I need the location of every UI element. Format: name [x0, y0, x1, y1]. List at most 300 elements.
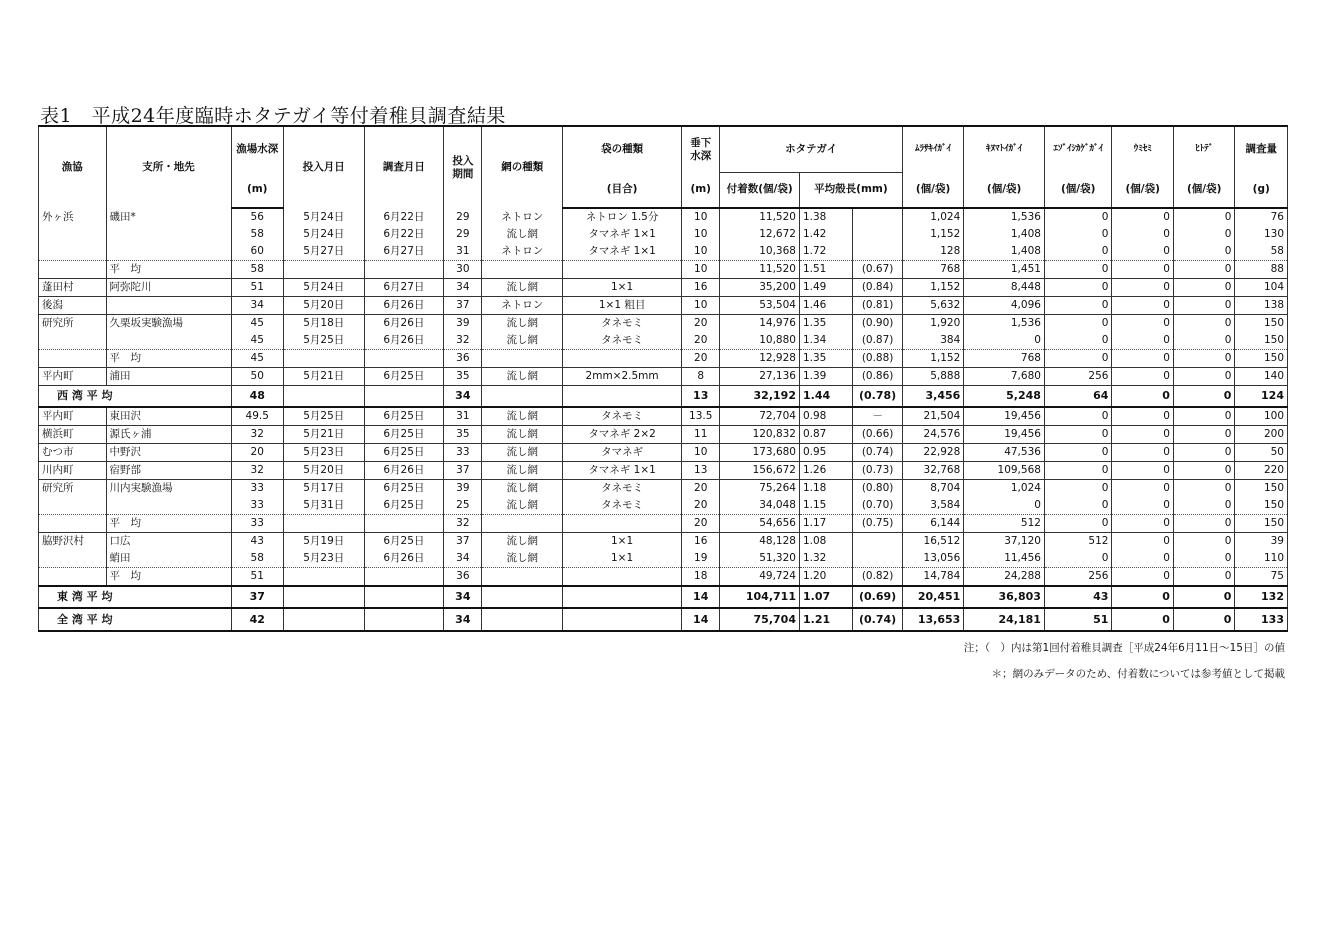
- cell-fuchaku: 32,192: [720, 386, 800, 408]
- cell-murasaki: 21,504: [902, 407, 963, 426]
- cell-depth: 45: [231, 315, 283, 333]
- cell-murasaki: 128: [902, 243, 963, 261]
- cell-kikan: 25: [444, 497, 482, 515]
- cell-kakucho-first: (0.74): [853, 608, 902, 631]
- cell-shiryo: 150: [1235, 315, 1288, 333]
- cell-ezo: 0: [1044, 462, 1112, 480]
- cell-murasaki: 6,144: [902, 515, 963, 533]
- cell-gyokyo: 脇野沢村: [39, 533, 107, 551]
- cell-chosa: [364, 350, 444, 368]
- cell-shiryo: 133: [1235, 608, 1288, 631]
- cell-suika: 10: [682, 208, 720, 226]
- cell-suika: 20: [682, 480, 720, 498]
- cell-net: [482, 568, 563, 587]
- cell-kakucho: 1.35: [799, 315, 852, 333]
- cell-depth: 49.5: [231, 407, 283, 426]
- cell-kakucho: 1.42: [799, 226, 852, 243]
- cell-net: ネトロン: [482, 243, 563, 261]
- cell-umi: 0: [1112, 480, 1173, 498]
- cell-gyokyo: 研究所: [39, 480, 107, 498]
- cell-shiryo: 132: [1235, 586, 1288, 608]
- cell-suika: 13: [682, 386, 720, 408]
- header-umi: ｳﾐｾﾐ: [1112, 126, 1173, 172]
- cell-hito: 0: [1173, 297, 1234, 315]
- cell-umi: 0: [1112, 426, 1173, 444]
- cell-kikan: 39: [444, 480, 482, 498]
- cell-tonyu: 5月21日: [283, 426, 364, 444]
- cell-umi: 0: [1112, 226, 1173, 243]
- cell-suika: 20: [682, 350, 720, 368]
- cell-shiryo: 150: [1235, 332, 1288, 350]
- cell-kakucho-first: (0.90): [853, 315, 902, 333]
- cell-shisho: [106, 243, 231, 261]
- cell-bag: タネモミ: [563, 480, 682, 498]
- header-depth: 漁場水深: [231, 126, 283, 172]
- cell-kinu: 1,536: [964, 208, 1045, 226]
- cell-hito: 0: [1173, 462, 1234, 480]
- cell-kakucho-first: (0.78): [853, 386, 902, 408]
- cell-net: 流し網: [482, 497, 563, 515]
- cell-gyokyo: 川内町: [39, 462, 107, 480]
- cell-murasaki: 1,152: [902, 350, 963, 368]
- cell-gyokyo: [39, 243, 107, 261]
- table-row: [39, 462, 1288, 480]
- cell-bag: [563, 568, 682, 587]
- cell-ezo: 0: [1044, 444, 1112, 462]
- cell-shisho: [106, 297, 231, 315]
- cell-chosa: 6月26日: [364, 315, 444, 333]
- cell-net: 流し網: [482, 332, 563, 350]
- cell-chosa: 6月26日: [364, 462, 444, 480]
- cell-kinu: 768: [964, 350, 1045, 368]
- cell-kakucho: 1.26: [799, 462, 852, 480]
- cell-tonyu: [283, 386, 364, 408]
- cell-depth: 51: [231, 568, 283, 587]
- cell-umi: 0: [1112, 315, 1173, 333]
- cell-shiryo: 138: [1235, 297, 1288, 315]
- table-row: [39, 444, 1288, 462]
- cell-depth: 42: [231, 608, 283, 631]
- cell-shiryo: 110: [1235, 550, 1288, 568]
- cell-kakucho: 1.38: [799, 208, 852, 226]
- cell-shisho: 宿野部: [106, 462, 231, 480]
- cell-gyokyo: 平内町: [39, 407, 107, 426]
- cell-suika: 18: [682, 568, 720, 587]
- cell-tonyu: 5月17日: [283, 480, 364, 498]
- cell-shisho: [106, 332, 231, 350]
- cell-kakucho-first: [853, 550, 902, 568]
- cell-chosa: 6月25日: [364, 426, 444, 444]
- cell-chosa: 6月22日: [364, 226, 444, 243]
- cell-bag: [563, 261, 682, 279]
- cell-hito: 0: [1173, 226, 1234, 243]
- cell-murasaki: 1,152: [902, 279, 963, 297]
- cell-umi: 0: [1112, 261, 1173, 279]
- cell-suika: 10: [682, 243, 720, 261]
- cell-gyokyo: [39, 332, 107, 350]
- cell-shisho: 平 均: [106, 261, 231, 279]
- cell-kinu: 37,120: [964, 533, 1045, 551]
- table-row: [39, 315, 1288, 333]
- cell-kinu: 109,568: [964, 462, 1045, 480]
- cell-shiryo: 58: [1235, 243, 1288, 261]
- table-row: [39, 608, 1288, 631]
- cell-tonyu: 5月24日: [283, 279, 364, 297]
- cell-hito: 0: [1173, 279, 1234, 297]
- cell-ezo: 0: [1044, 315, 1112, 333]
- cell-shiryo: 150: [1235, 497, 1288, 515]
- cell-umi: 0: [1112, 279, 1173, 297]
- cell-murasaki: 24,576: [902, 426, 963, 444]
- cell-hito: 0: [1173, 386, 1234, 408]
- cell-hito: 0: [1173, 243, 1234, 261]
- cell-tonyu: 5月25日: [283, 332, 364, 350]
- table-row: [39, 368, 1288, 386]
- cell-depth: 33: [231, 515, 283, 533]
- cell-tonyu: 5月31日: [283, 497, 364, 515]
- header-unit-murasaki: (個/袋): [902, 172, 963, 208]
- cell-kinu: 1,536: [964, 315, 1045, 333]
- cell-fuchaku: 72,704: [720, 407, 800, 426]
- table-row: [39, 586, 1288, 608]
- cell-suika: 10: [682, 261, 720, 279]
- cell-umi: 0: [1112, 586, 1173, 608]
- cell-kakucho-first: (0.69): [853, 586, 902, 608]
- cell-umi: 0: [1112, 243, 1173, 261]
- cell-umi: 0: [1112, 550, 1173, 568]
- cell-gyokyo: 東 湾 平 均: [39, 586, 232, 608]
- cell-ezo: 0: [1044, 208, 1112, 226]
- cell-kakucho-first: (0.75): [853, 515, 902, 533]
- cell-fuchaku: 12,928: [720, 350, 800, 368]
- cell-depth: 45: [231, 350, 283, 368]
- cell-chosa: [364, 608, 444, 631]
- cell-kakucho: 0.98: [799, 407, 852, 426]
- cell-kikan: 35: [444, 426, 482, 444]
- cell-suika: 11: [682, 426, 720, 444]
- cell-depth: 58: [231, 550, 283, 568]
- cell-umi: 0: [1112, 568, 1173, 587]
- cell-murasaki: 1,920: [902, 315, 963, 333]
- cell-kinu: 19,456: [964, 407, 1045, 426]
- cell-fuchaku: 34,048: [720, 497, 800, 515]
- cell-murasaki: 384: [902, 332, 963, 350]
- cell-bag: [563, 350, 682, 368]
- cell-kinu: 512: [964, 515, 1045, 533]
- cell-chosa: [364, 586, 444, 608]
- cell-shiryo: 130: [1235, 226, 1288, 243]
- cell-net: 流し網: [482, 444, 563, 462]
- cell-net: 流し網: [482, 462, 563, 480]
- header-bag: 袋の種類: [563, 126, 682, 172]
- cell-shiryo: 124: [1235, 386, 1288, 408]
- cell-shiryo: 150: [1235, 480, 1288, 498]
- cell-shisho: 蛸田: [106, 550, 231, 568]
- cell-suika: 16: [682, 279, 720, 297]
- cell-chosa: 6月27日: [364, 243, 444, 261]
- cell-chosa: 6月27日: [364, 279, 444, 297]
- cell-suika: 20: [682, 515, 720, 533]
- cell-shiryo: 200: [1235, 426, 1288, 444]
- cell-shiryo: 150: [1235, 515, 1288, 533]
- cell-bag: タネモミ: [563, 332, 682, 350]
- header-kikan: 投入期間: [444, 126, 482, 208]
- cell-fuchaku: 53,504: [720, 297, 800, 315]
- cell-kinu: 7,680: [964, 368, 1045, 386]
- cell-kakucho-first: (0.74): [853, 444, 902, 462]
- cell-umi: 0: [1112, 608, 1173, 631]
- cell-gyokyo: 平内町: [39, 368, 107, 386]
- cell-kinu: 11,456: [964, 550, 1045, 568]
- cell-net: 流し網: [482, 279, 563, 297]
- cell-fuchaku: 35,200: [720, 279, 800, 297]
- cell-depth: 37: [231, 586, 283, 608]
- cell-kakucho: 0.87: [799, 426, 852, 444]
- cell-kakucho: 1.46: [799, 297, 852, 315]
- cell-kikan: 34: [444, 586, 482, 608]
- cell-kakucho-first: (0.82): [853, 568, 902, 587]
- cell-chosa: 6月25日: [364, 368, 444, 386]
- cell-hito: 0: [1173, 480, 1234, 498]
- cell-suika: 19: [682, 550, 720, 568]
- cell-fuchaku: 48,128: [720, 533, 800, 551]
- cell-murasaki: 16,512: [902, 533, 963, 551]
- header-kinu: ｷﾇﾏﾄｲｶﾞｲ: [964, 126, 1045, 172]
- header-unit-umi: (個/袋): [1112, 172, 1173, 208]
- cell-net: 流し網: [482, 480, 563, 498]
- cell-bag: ネトロン 1.5分: [563, 208, 682, 226]
- cell-kakucho-first: (0.86): [853, 368, 902, 386]
- cell-depth: 33: [231, 497, 283, 515]
- header-unit-ezo: (個/袋): [1044, 172, 1112, 208]
- cell-bag: [563, 608, 682, 631]
- cell-fuchaku: 14,976: [720, 315, 800, 333]
- cell-depth: 33: [231, 480, 283, 498]
- cell-kakucho-first: (0.70): [853, 497, 902, 515]
- cell-shiryo: 76: [1235, 208, 1288, 226]
- cell-shiryo: 104: [1235, 279, 1288, 297]
- cell-kikan: 29: [444, 208, 482, 226]
- cell-murasaki: 5,632: [902, 297, 963, 315]
- cell-chosa: 6月25日: [364, 533, 444, 551]
- cell-ezo: 51: [1044, 608, 1112, 631]
- cell-kikan: 31: [444, 407, 482, 426]
- cell-kikan: 32: [444, 332, 482, 350]
- cell-kakucho: 1.39: [799, 368, 852, 386]
- cell-umi: 0: [1112, 386, 1173, 408]
- cell-bag: タマネギ 1×1: [563, 226, 682, 243]
- cell-ezo: 0: [1044, 297, 1112, 315]
- cell-ezo: 0: [1044, 515, 1112, 533]
- cell-kakucho: 1.35: [799, 350, 852, 368]
- cell-hito: 0: [1173, 315, 1234, 333]
- cell-suika: 10: [682, 444, 720, 462]
- header-ezo: ｴｿﾞｲｼｶｹﾞｶﾞｲ: [1044, 126, 1112, 172]
- cell-shisho: 平 均: [106, 350, 231, 368]
- cell-kinu: 47,536: [964, 444, 1045, 462]
- cell-net: 流し網: [482, 550, 563, 568]
- cell-tonyu: [283, 350, 364, 368]
- cell-fuchaku: 51,320: [720, 550, 800, 568]
- cell-kakucho-first: [853, 226, 902, 243]
- table-row: [39, 515, 1288, 533]
- cell-bag: 1×1: [563, 550, 682, 568]
- cell-murasaki: 5,888: [902, 368, 963, 386]
- table-row: [39, 407, 1288, 426]
- cell-fuchaku: 156,672: [720, 462, 800, 480]
- cell-gyokyo: [39, 350, 107, 368]
- cell-hito: 0: [1173, 608, 1234, 631]
- cell-gyokyo: [39, 261, 107, 279]
- table-row: [39, 568, 1288, 587]
- cell-shiryo: 220: [1235, 462, 1288, 480]
- cell-shiryo: 39: [1235, 533, 1288, 551]
- cell-bag: タマネギ: [563, 444, 682, 462]
- cell-tonyu: 5月20日: [283, 462, 364, 480]
- header-unit-g: (g): [1235, 172, 1288, 208]
- cell-bag: [563, 515, 682, 533]
- cell-shisho: 久栗坂実験漁場: [106, 315, 231, 333]
- cell-fuchaku: 11,520: [720, 208, 800, 226]
- cell-kinu: 1,024: [964, 480, 1045, 498]
- cell-kakucho-first: (0.66): [853, 426, 902, 444]
- cell-shisho: 平 均: [106, 568, 231, 587]
- table-row: [39, 243, 1288, 261]
- cell-depth: 45: [231, 332, 283, 350]
- cell-ezo: 43: [1044, 586, 1112, 608]
- cell-net: [482, 586, 563, 608]
- cell-murasaki: 13,653: [902, 608, 963, 631]
- cell-suika: 10: [682, 297, 720, 315]
- header-murasaki: ﾑﾗｻｷｲｶﾞｲ: [902, 126, 963, 172]
- cell-kikan: 37: [444, 462, 482, 480]
- cell-depth: 50: [231, 368, 283, 386]
- cell-gyokyo: 研究所: [39, 315, 107, 333]
- cell-gyokyo: [39, 497, 107, 515]
- cell-kikan: 39: [444, 315, 482, 333]
- cell-chosa: 6月25日: [364, 444, 444, 462]
- cell-murasaki: 3,456: [902, 386, 963, 408]
- cell-gyokyo: 全 湾 平 均: [39, 608, 232, 631]
- cell-ezo: 512: [1044, 533, 1112, 551]
- cell-bag: タマネギ 1×1: [563, 462, 682, 480]
- cell-umi: 0: [1112, 332, 1173, 350]
- cell-bag: 1×1: [563, 533, 682, 551]
- cell-suika: 13: [682, 462, 720, 480]
- cell-kakucho: 1.07: [799, 586, 852, 608]
- table-row: [39, 350, 1288, 368]
- cell-kinu: 36,803: [964, 586, 1045, 608]
- cell-hito: 0: [1173, 515, 1234, 533]
- cell-shisho: 平 均: [106, 515, 231, 533]
- cell-kikan: 37: [444, 533, 482, 551]
- cell-shisho: [106, 226, 231, 243]
- cell-kikan: 37: [444, 297, 482, 315]
- cell-tonyu: 5月23日: [283, 550, 364, 568]
- cell-fuchaku: 75,704: [720, 608, 800, 631]
- table-row: [39, 261, 1288, 279]
- header-shisho: 支所・地先: [106, 126, 231, 208]
- cell-chosa: 6月25日: [364, 407, 444, 426]
- cell-kinu: 0: [964, 497, 1045, 515]
- cell-kinu: 1,451: [964, 261, 1045, 279]
- cell-umi: 0: [1112, 208, 1173, 226]
- note-asterisk: ＊；網のみデータのため、付着数については参考値として掲載: [991, 668, 1285, 680]
- cell-tonyu: 5月20日: [283, 297, 364, 315]
- cell-depth: 43: [231, 533, 283, 551]
- cell-shiryo: 88: [1235, 261, 1288, 279]
- header-unit-hito: (個/袋): [1173, 172, 1234, 208]
- cell-ezo: 0: [1044, 226, 1112, 243]
- cell-kinu: 1,408: [964, 243, 1045, 261]
- cell-kakucho-first: [853, 243, 902, 261]
- cell-kakucho-first: [853, 208, 902, 226]
- cell-kakucho: 1.51: [799, 261, 852, 279]
- results-table: [38, 125, 1288, 632]
- cell-kikan: 32: [444, 515, 482, 533]
- table-row: [39, 226, 1288, 243]
- cell-kinu: 1,408: [964, 226, 1045, 243]
- cell-shiryo: 150: [1235, 350, 1288, 368]
- cell-tonyu: 5月25日: [283, 407, 364, 426]
- table-row: [39, 297, 1288, 315]
- cell-fuchaku: 27,136: [720, 368, 800, 386]
- table-row: [39, 332, 1288, 350]
- cell-kakucho: 0.95: [799, 444, 852, 462]
- table-row: [39, 497, 1288, 515]
- cell-murasaki: 22,928: [902, 444, 963, 462]
- cell-tonyu: [283, 261, 364, 279]
- cell-shisho: 東田沢: [106, 407, 231, 426]
- cell-ezo: 0: [1044, 350, 1112, 368]
- cell-net: [482, 350, 563, 368]
- cell-ezo: 256: [1044, 368, 1112, 386]
- cell-kakucho-first: (0.87): [853, 332, 902, 350]
- cell-fuchaku: 54,656: [720, 515, 800, 533]
- cell-gyokyo: 後潟: [39, 297, 107, 315]
- cell-kakucho-first: (0.73): [853, 462, 902, 480]
- cell-net: [482, 608, 563, 631]
- cell-kakucho-first: [853, 533, 902, 551]
- cell-kakucho: 1.32: [799, 550, 852, 568]
- cell-kakucho: 1.49: [799, 279, 852, 297]
- cell-gyokyo: 西 湾 平 均: [39, 386, 232, 408]
- cell-net: ネトロン: [482, 208, 563, 226]
- table-row: [39, 279, 1288, 297]
- cell-fuchaku: 49,724: [720, 568, 800, 587]
- cell-murasaki: 14,784: [902, 568, 963, 587]
- cell-net: 流し網: [482, 315, 563, 333]
- cell-kinu: 4,096: [964, 297, 1045, 315]
- cell-kikan: 29: [444, 226, 482, 243]
- cell-murasaki: 1,024: [902, 208, 963, 226]
- cell-chosa: 6月26日: [364, 297, 444, 315]
- cell-fuchaku: 10,368: [720, 243, 800, 261]
- cell-shisho: 浦田: [106, 368, 231, 386]
- cell-chosa: 6月22日: [364, 208, 444, 226]
- cell-net: ネトロン: [482, 297, 563, 315]
- cell-shisho: 源氏ヶ浦: [106, 426, 231, 444]
- header-shiryo: 調査量: [1235, 126, 1288, 172]
- cell-ezo: 64: [1044, 386, 1112, 408]
- table-body: [39, 208, 1288, 631]
- cell-ezo: 0: [1044, 243, 1112, 261]
- cell-bag: [563, 386, 682, 408]
- cell-hito: 0: [1173, 426, 1234, 444]
- cell-hito: 0: [1173, 208, 1234, 226]
- cell-kakucho: 1.44: [799, 386, 852, 408]
- cell-kinu: 0: [964, 332, 1045, 350]
